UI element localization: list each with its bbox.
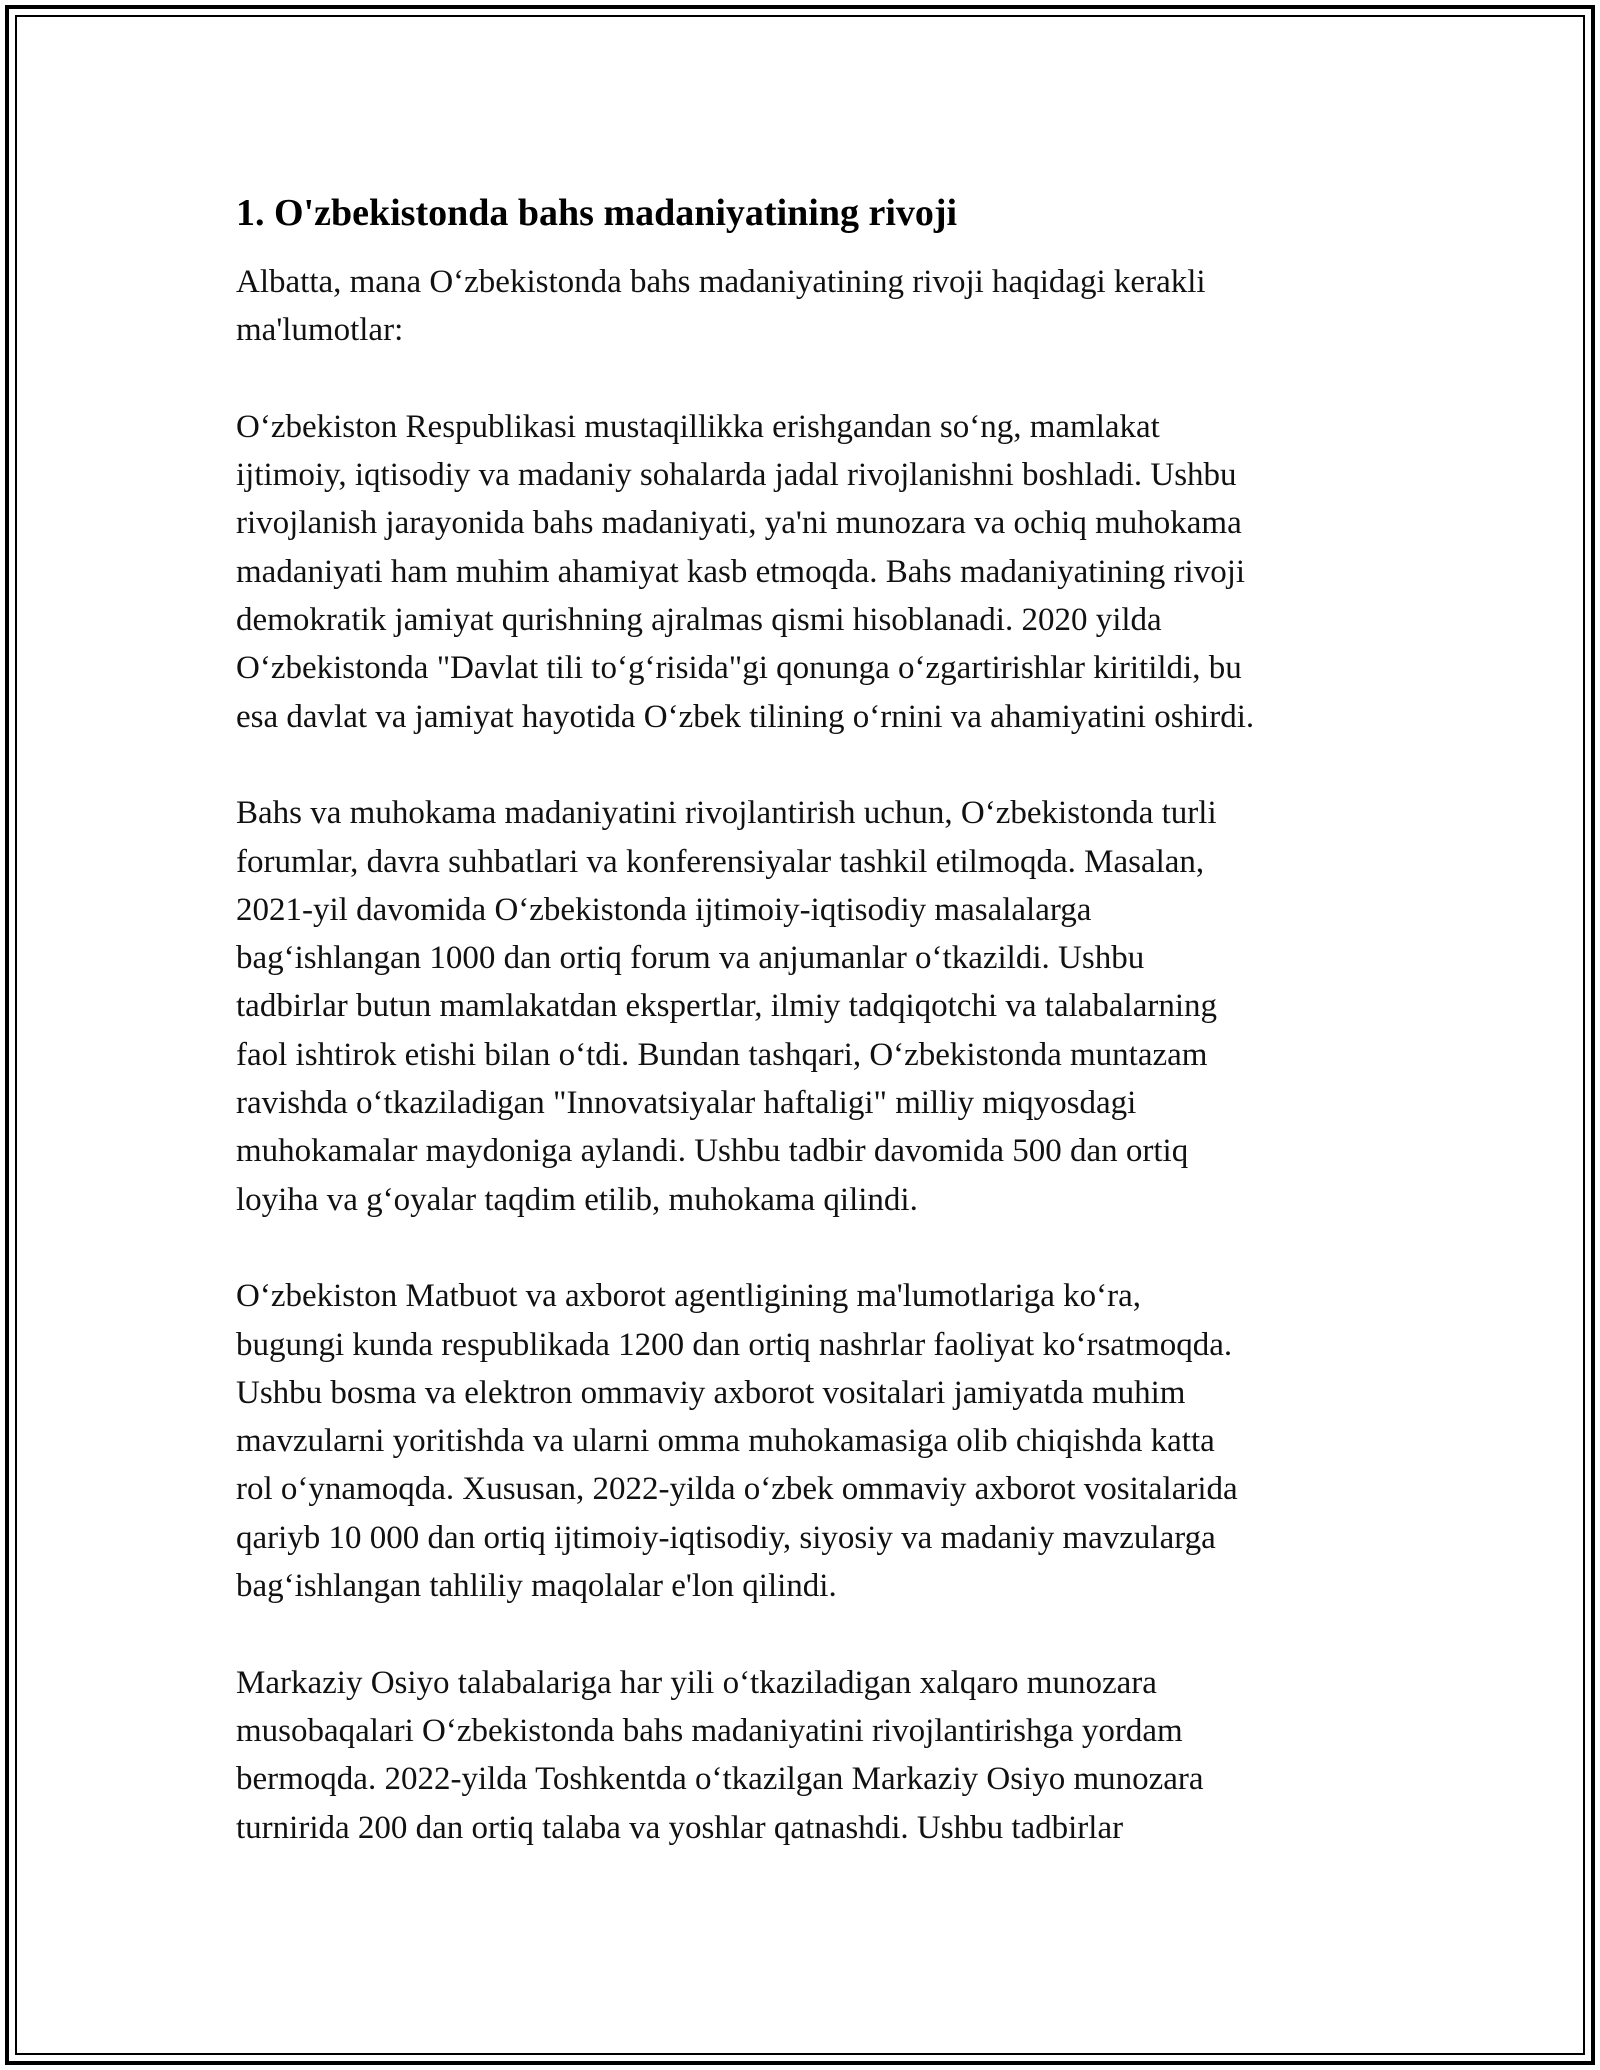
paragraph-independence: O‘zbekiston Respublikasi mustaqillikka erishgandan so‘ng, mamlakat ijtimoiy, iqtisodiy va madaniy sohalarda jadal rivojlanishni boshladi. Ushbu rivojlanish jarayonida bahs madaniyati, ya'ni munozara va ochiq muhokama madaniyati ham muhim ahamiyat kasb etmoqda. Bahs madaniyatining rivoji demokratik jamiyat qurishning ajralmas qismi hisoblanadi. 2020 yilda O‘zbekistonda "Davlat tili to‘g‘risida"gi qonunga o‘zgartirishlar kiritildi, bu esa davlat va jamiyat hayotida O‘zbek tilining o‘rnini va ahamiyatini oshirdi. [236, 408, 1255, 735]
paragraph-intro: Albatta, mana O‘zbekistonda bahs madaniyatining rivoji haqidagi kerakli ma'lumotlar: [236, 264, 1206, 349]
document-body [236, 186, 1376, 1852]
paragraph-media: O‘zbekiston Matbuot va axborot agentligining ma'lumotlariga ko‘ra, bugungi kunda respublikada 1200 dan ortiq nashrlar faoliyat ko‘rsatmoqda. Ushbu bosma va elektron ommaviy axborot vositalari jamiyatda muhim mavzularni yoritishda va ularni omma muhokamasiga olib chiqishda katta rol o‘ynamoqda. Xususan, 2022-yilda o‘zbek ommaviy axborot vositalarida qariyb 10 000 dan ortiq ijtimoiy-iqtisodiy, siyosiy va madaniy mavzularga bag‘ishlangan tahliliy maqolalar e'lon qilindi. [236, 1278, 1238, 1605]
paragraph-debate-tournaments: Markaziy Osiyo talabalariga har yili o‘tkaziladigan xalqaro munozara musobaqalari O‘zbekistonda bahs madaniyatini rivojlantirishga yordam bermoqda. 2022-yilda Toshkentda o‘tkazilgan Markaziy Osiyo munozara turnirida 200 dan ortiq talaba va yoshlar qatnashdi. Ushbu tadbirlar [236, 1664, 1204, 1846]
document-heading: 1. O'zbekistonda bahs madaniyatining rivoji [236, 192, 958, 234]
paragraph-forums: Bahs va muhokama madaniyatini rivojlantirish uchun, O‘zbekistonda turli forumlar, davra suhbatlari va konferensiyalar tashkil etilmoqda. Masalan, 2021-yil davomida O‘zbekistonda ijtimoiy-iqtisodiy masalalarga bag‘ishlangan 1000 dan ortiq forum va anjumanlar o‘tkazildi. Ushbu tadbirlar butun mamlakatdan ekspertlar, ilmiy tadqiqotchi va talabalarning faol ishtirok etishi bilan o‘tdi. Bundan tashqari, O‘zbekistonda muntazam ravishda o‘tkaziladigan "Innovatsiyalar haftaligi" milliy miqyosdagi muhokamalar maydoniga aylandi. Ushbu tadbir davomida 500 dan ortiq loyiha va g‘oyalar taqdim etilib, muhokama qilindi. [236, 795, 1218, 1218]
